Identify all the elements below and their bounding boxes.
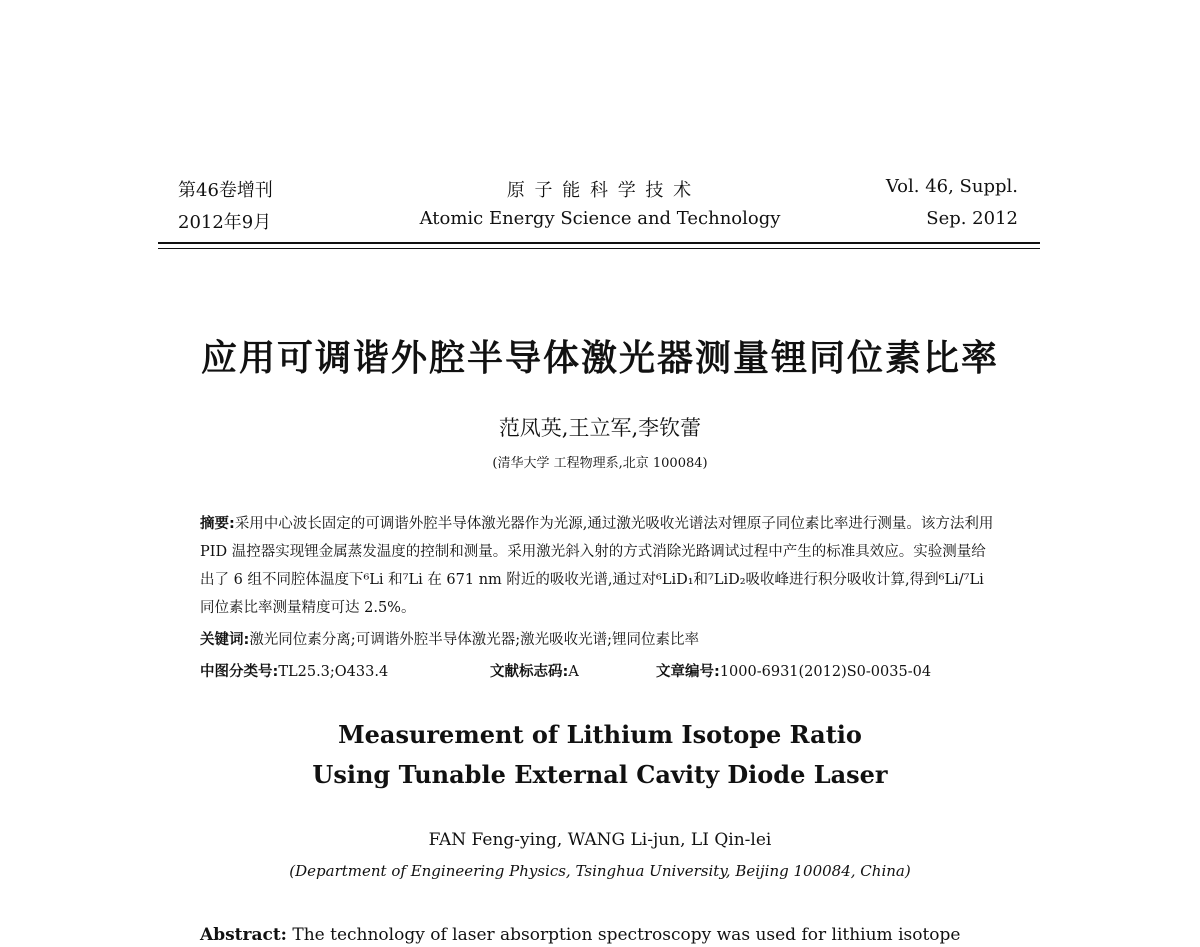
clc-label: 中图分类号:: [200, 664, 279, 680]
journal-volume-en: Vol. 46, Suppl.: [885, 176, 1018, 197]
affiliation-en: (Department of Engineering Physics, Tsinghua University, Beijing 100084, China): [289, 862, 911, 880]
doc-code-label: 文献标志码:: [490, 664, 569, 680]
abstract-en-label: Abstract:: [200, 925, 287, 945]
abstract-en: [200, 925, 961, 945]
abstract-cn: [200, 510, 1000, 622]
paper-title-cn: 应用可调谐外腔半导体激光器测量锂同位素比率: [200, 338, 999, 379]
journal-date-en: Sep. 2012: [926, 208, 1018, 229]
paper-title-en-line2: Using Tunable External Cavity Diode Laser: [312, 760, 888, 789]
article-number-value: 1000-6931(2012)S0-0035-04: [719, 664, 932, 680]
doc-code-value: A: [568, 664, 579, 680]
article-number: [656, 660, 931, 681]
journal-issue-cn: 第46卷增刊: [178, 180, 273, 201]
clc-number: [200, 660, 388, 681]
paper-title-en-line1: Measurement of Lithium Isotope Ratio: [338, 720, 862, 749]
abstract-en-text: The technology of laser absorption spectroscopy was used for lithium isotope: [292, 925, 961, 945]
abstract-cn-label: 摘要:: [200, 516, 235, 532]
document-code: [490, 660, 579, 681]
authors-cn: 范凤英,王立军,李钦蕾: [498, 416, 702, 440]
header-rule-thin: [158, 248, 1040, 249]
clc-value: TL25.3;O433.4: [278, 664, 389, 680]
keywords-cn-label: 关键词:: [200, 632, 250, 648]
abstract-cn-text: 采用中心波长固定的可调谐外腔半导体激光器作为光源,通过激光吸收光谱法对锂原子同位素比率进行测量。该方法利用 PID 温控器实现锂金属蒸发温度的控制和测量。采用激光斜入射的方式消除光路调试过程中产生的标准具效应。实验测量给出了 6 组不同腔体温度下⁶Li 和⁷Li 在 671 nm 附近的吸收光谱,通过对⁶LiD₁和⁷LiD₂吸收峰进行积分吸收计算,得到⁶Li/⁷Li 同位素比率测量精度可达 2.5%。: [200, 516, 994, 616]
header-rule-thick: [158, 242, 1040, 244]
journal-date-cn: 2012年9月: [178, 212, 272, 233]
authors-en: FAN Feng-ying, WANG Li-jun, LI Qin-lei: [428, 830, 772, 850]
journal-name-en: Atomic Energy Science and Technology: [419, 208, 781, 229]
keywords-cn-text: 激光同位素分离;可调谐外腔半导体激光器;激光吸收光谱;锂同位素比率: [249, 632, 699, 648]
journal-name-cn: 原 子 能 科 学 技 术: [506, 180, 694, 201]
keywords-cn: [200, 628, 699, 649]
affiliation-cn: (清华大学 工程物理系,北京 100084): [492, 456, 708, 471]
article-number-label: 文章编号:: [656, 664, 720, 680]
